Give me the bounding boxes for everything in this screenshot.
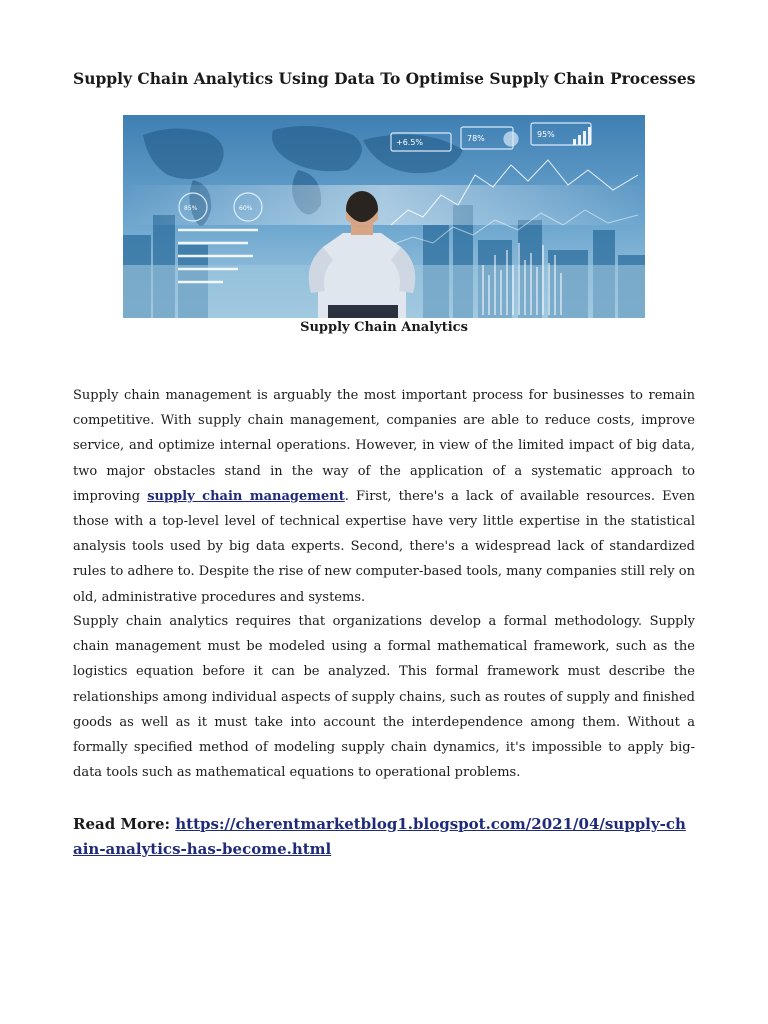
paragraph-1 <box>73 383 695 610</box>
page-title: Supply Chain Analytics Using Data To Optimise Supply Chain Processes <box>73 69 696 88</box>
read-more <box>73 812 695 862</box>
hud-label-5: 60% <box>239 205 253 212</box>
image-caption: Supply Chain Analytics <box>300 320 468 335</box>
supply-chain-management-link[interactable]: supply chain management <box>147 488 345 504</box>
hud-label-2: 78% <box>467 134 485 143</box>
hud-label-4: 85% <box>184 205 198 212</box>
read-more-link[interactable]: https://cherentmarketblog1.blogspot.com/2021/04/supply-chain-analytics-has-become.html <box>73 815 686 858</box>
hero-image <box>123 115 645 318</box>
paragraph-1-text-before: Supply chain management is arguably the most important process for businesses to remain competitive. With supply chain management, companies are able to reduce costs, improve service, and optimize internal operations. However, in view of the limited impact of big data, two major obstacles stand in the way of the application of a systematic approach to improving <box>73 388 695 504</box>
hud-label-3: 95% <box>537 130 555 139</box>
paragraph-1-text-after: . First, there's a lack of available resources. Even those with a top-level level of technical expertise have very little expertise in the statistical analysis tools used by big data experts. Second, there's a widespread lack of standardized rules to adhere to. Despite the rise of new computer-based tools, many companies still rely on old, administrative procedures and systems. <box>73 488 696 605</box>
hud-label-1: +6.5% <box>396 138 424 147</box>
read-more-label: Read More: <box>73 815 171 833</box>
paragraph-2: Supply chain analytics requires that organizations develop a formal methodology. Supply chain management must be modeled using a formal mathematical framework, such as the logistics equation before it can be analyzed. This formal framework must describe the relationships among individual aspects of supply chains, such as routes of supply and finished goods as well as it must take into account the interdependence among them. Without a formally specified method of modeling supply chain dynamics, it's impossible to apply big-data tools such as mathematical equations to operational problems. <box>73 614 695 781</box>
